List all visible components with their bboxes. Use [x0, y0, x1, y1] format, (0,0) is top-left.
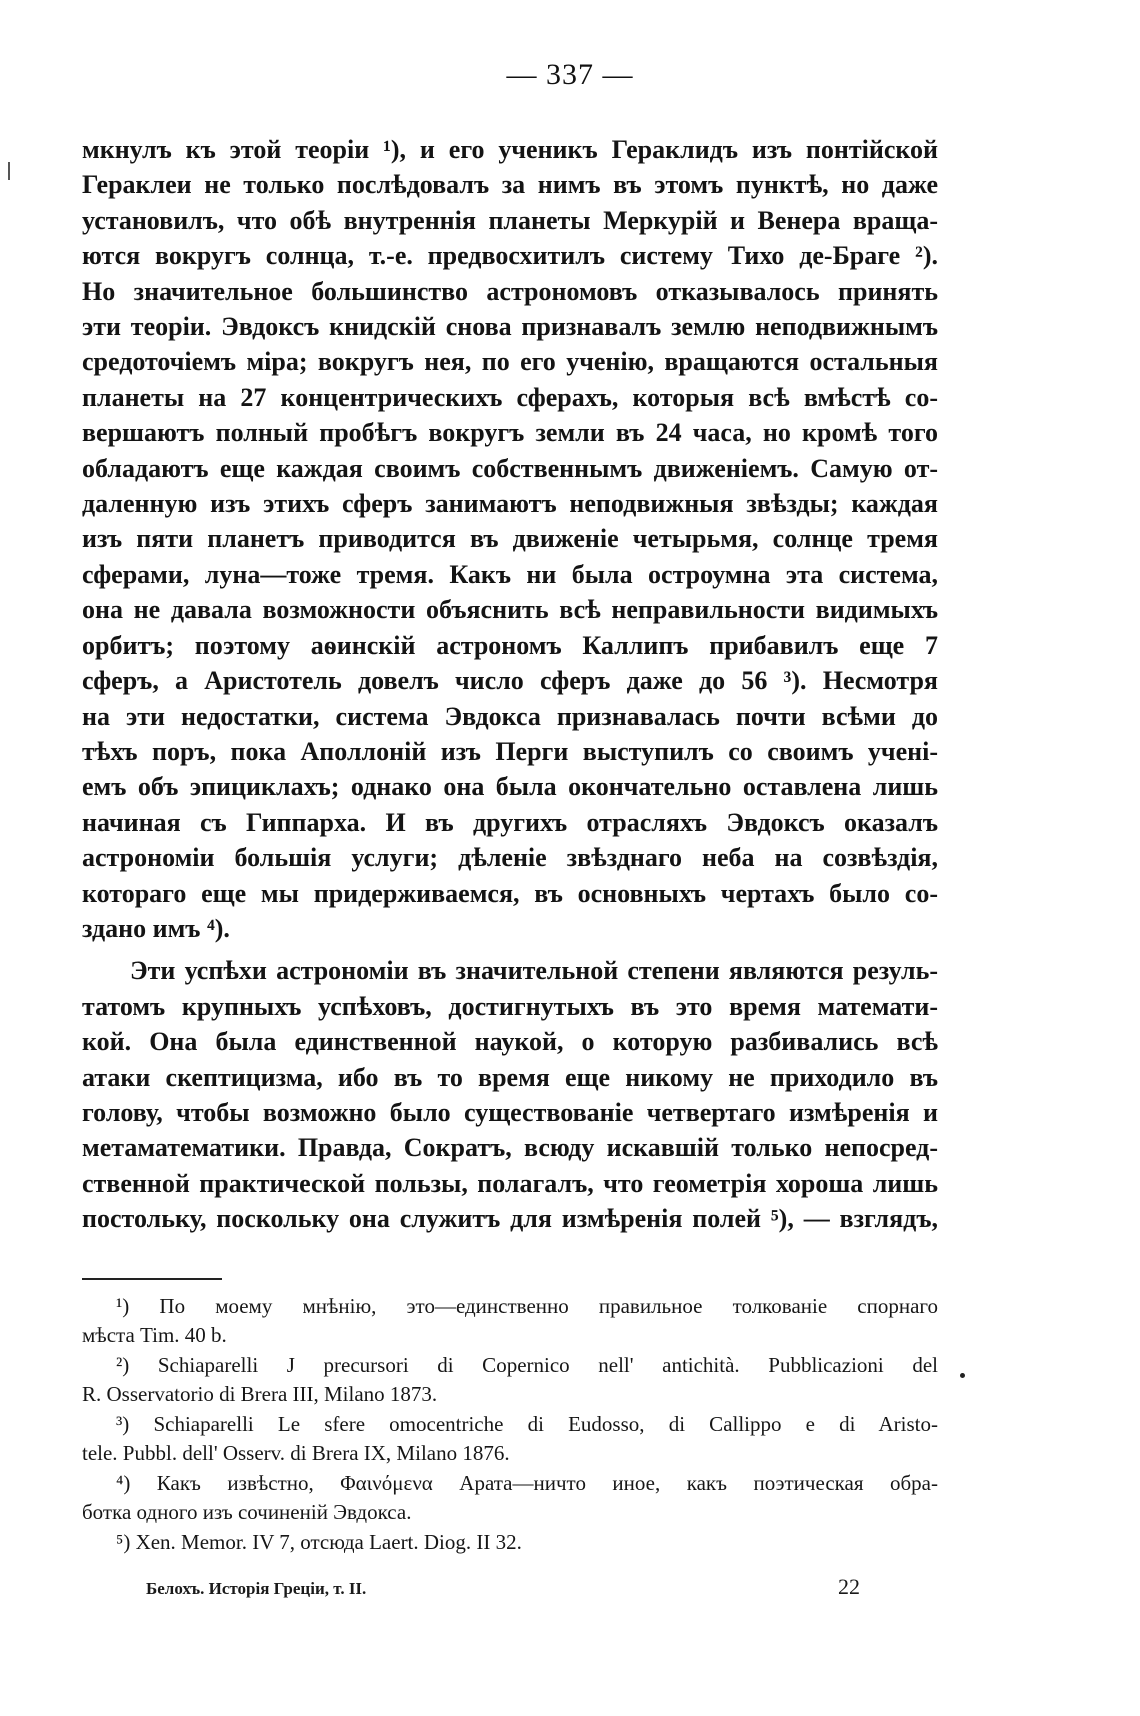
- text-line: ственной практической пользы, полагалъ, что геометрія хороша лишь: [82, 1168, 938, 1198]
- text-line: атаки скептицизма, ибо въ то время еще никому не приходило въ: [82, 1062, 938, 1092]
- text-line: кой. Она была единственной наукой, о которую разбивались всѣ: [82, 1027, 938, 1057]
- text-line: планеты на 27 концентрическихъ сферахъ, которыя всѣ вмѣстѣ со-: [82, 382, 938, 412]
- footnote-3: [82, 1410, 938, 1468]
- footnote-line: R. Osservatorio di Brera III, Milano 1873.: [82, 1382, 438, 1406]
- text-line: татомъ крупныхъ успѣховъ, достигнутыхъ въ это время математи-: [82, 991, 938, 1021]
- footnote-line: ¹) По моему мнѣнію, это—единственно правильное толкованіе спорнаго: [116, 1294, 938, 1318]
- text-line: Эти успѣхи астрономіи въ значительной степени являются резуль-: [130, 956, 938, 986]
- text-line: вершаютъ полный пробѣгъ вокругъ земли въ 24 часа, но кромѣ того: [82, 418, 938, 448]
- text-line: на эти недостатки, система Эвдокса признавалась почти всѣми до: [82, 701, 938, 731]
- footnote-divider: [82, 1278, 222, 1280]
- footnote-line: ⁵) Xen. Memor. IV 7, отсюда Laert. Diog. II 32.: [116, 1530, 522, 1554]
- text-line: средоточіемъ міра; вокругъ нея, по его ученію, вращаются остальныя: [82, 347, 938, 377]
- main-text: [82, 132, 938, 1237]
- text-line: тѣхъ поръ, пока Аполлоній изъ Перги выступилъ со своимъ ученi-: [82, 736, 938, 766]
- footnote-2: [82, 1351, 938, 1409]
- footnote-line: ⁴) Какъ извѣстно, Φαινόμενα Арата—ничто иное, какъ поэтическая обра-: [116, 1471, 938, 1495]
- text-line: ются вокругъ солнца, т.-е. предвосхитилъ систему Тихо де-Браге ²).: [82, 241, 938, 271]
- footnote-4: [82, 1469, 938, 1527]
- text-line: она не давала возможности объяснить всѣ неправильности видимыхъ: [82, 595, 938, 625]
- footnote-line: ²) Schiaparelli J precursori di Copernico nell' antichità. Pubblicazioni del: [116, 1353, 938, 1377]
- text-line: голову, чтобы возможно было существованіе четвертаго измѣренія и: [82, 1097, 938, 1127]
- text-line: эти теоріи. Эвдоксъ книдскій снова признавалъ землю неподвижнымъ: [82, 312, 938, 342]
- text-line: Но значительное большинство астрономовъ отказывалось принять: [82, 276, 938, 306]
- paragraph-2: [82, 953, 938, 1236]
- text-line: обладаютъ еще каждая своимъ собственнымъ движеніемъ. Самую от-: [82, 453, 938, 483]
- footnote-line: мѣста Tim. 40 b.: [82, 1323, 227, 1347]
- sheet-number: 22: [838, 1574, 860, 1599]
- footnote-line: ³) Schiaparelli Le sfere omocentriche di Eudosso, di Callippo e di Aristo-: [116, 1412, 938, 1436]
- text-line: постольку, поскольку она служитъ для измѣренія полей ⁵), — взглядъ,: [82, 1204, 938, 1234]
- text-line: орбитъ; поэтому аѳинскій астрономъ Каллипъ прибавилъ еще 7: [82, 630, 938, 660]
- text-line: Гераклеи не только послѣдовалъ за нимъ въ этомъ пунктѣ, но даже: [82, 170, 938, 200]
- footnote-line: ботка одного изъ сочиненій Эвдокса.: [82, 1500, 412, 1524]
- margin-mark: [8, 162, 10, 180]
- text-line: начиная съ Гиппарха. И въ другихъ отрасляхъ Эвдоксъ оказалъ: [82, 807, 938, 837]
- footnote-line: tele. Pubbl. dell' Osserv. di Brera IX, Milano 1876.: [82, 1441, 510, 1465]
- stray-dot: [960, 1373, 965, 1378]
- text-line: сферъ, а Аристотель довелъ число сферъ даже до 56 ³). Несмотря: [82, 666, 938, 696]
- text-line: котораго еще мы придерживаемся, въ основныхъ чертахъ было со-: [82, 878, 938, 908]
- text-line: емъ объ эпициклахъ; однако она была окончательно оставлена лишь: [82, 772, 938, 802]
- footnote-5: [82, 1528, 938, 1557]
- footnotes: [82, 1292, 938, 1558]
- text-line: астрономіи большія услуги; дѣленіе звѣзднаго неба на созвѣздія,: [82, 843, 938, 873]
- page-number: — 337 —: [506, 58, 634, 91]
- text-line: здано имъ ⁴).: [82, 913, 230, 943]
- text-line: изъ пяти планетъ приводится въ движеніе четырьмя, солнце тремя: [82, 524, 938, 554]
- printer-signature: Белохъ. Исторія Греціи, т. II.: [146, 1579, 367, 1598]
- footnote-1: [82, 1292, 938, 1350]
- text-line: даленную изъ этихъ сферъ занимаютъ неподвижныя звѣзды; каждая: [82, 489, 938, 519]
- text-line: метаматематики. Правда, Сократъ, всюду искавшій только непосред-: [82, 1133, 938, 1163]
- text-line: мкнулъ къ этой теоріи ¹), и его ученикъ Гераклидъ изъ понтійской: [82, 135, 938, 164]
- text-line: сферами, луна—тоже тремя. Какъ ни была остроумна эта система,: [82, 559, 938, 589]
- text-line: установилъ, что обѣ внутреннія планеты Меркурій и Венера враща-: [82, 205, 938, 235]
- paragraph-1: [82, 132, 938, 946]
